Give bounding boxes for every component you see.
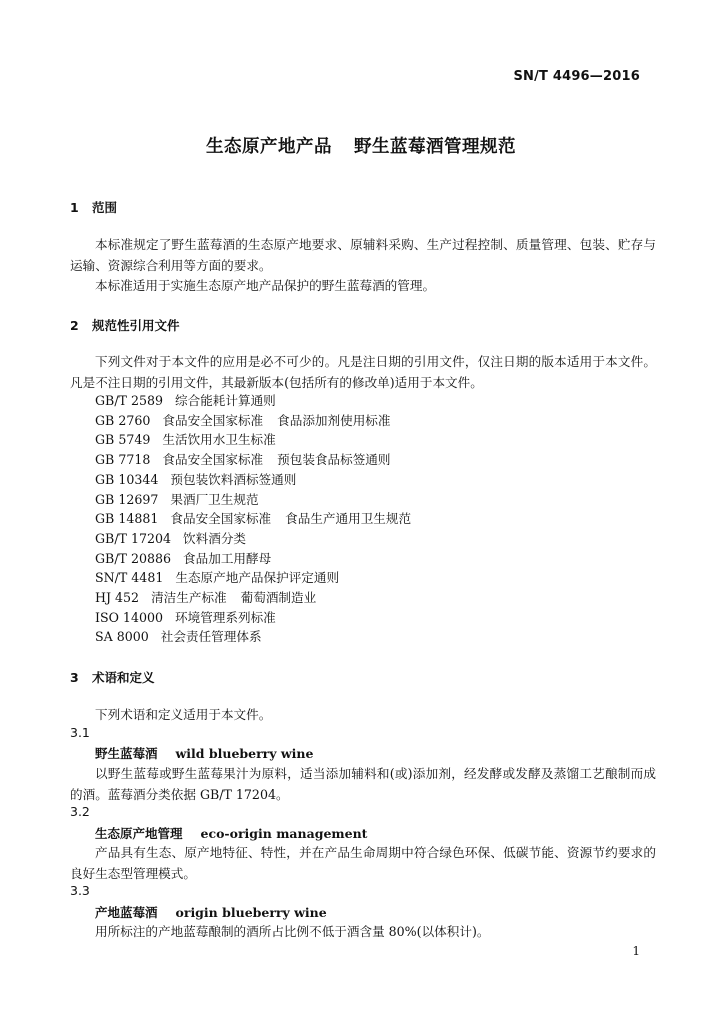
- reference-item: [95, 470, 411, 490]
- reference-title: 食品加工用酵母: [183, 550, 272, 566]
- section-heading: [70, 198, 117, 216]
- paragraph: 下列术语和定义适用于本文件。: [95, 707, 272, 722]
- term-zh: 生态原产地管理: [95, 826, 183, 841]
- reference-code: GB/T 2589: [95, 393, 164, 408]
- page-number: 1: [632, 944, 640, 958]
- term-en: origin blueberry wine: [175, 905, 327, 920]
- reference-title: 生态原产地产品保护评定通则: [175, 570, 340, 586]
- reference-code: SN/T 4481: [95, 570, 164, 586]
- reference-subtitle: 食品生产通用卫生规范: [285, 511, 412, 527]
- reference-item: [95, 529, 411, 549]
- reference-code: GB 12697: [95, 491, 159, 507]
- reference-subtitle: 食品添加剂使用标准: [277, 412, 391, 428]
- section-number: 2: [70, 318, 79, 333]
- reference-item: [95, 430, 411, 450]
- term-zh: 野生蓝莓酒: [95, 746, 158, 761]
- reference-item: [95, 568, 411, 588]
- reference-code: GB 14881: [95, 511, 159, 527]
- reference-title: 饮料酒分类: [183, 530, 246, 546]
- section-heading: [70, 316, 180, 334]
- reference-code: GB/T 17204: [95, 530, 172, 546]
- reference-item: [95, 549, 411, 569]
- reference-item: [95, 627, 411, 647]
- term-number: 3.1: [70, 725, 90, 740]
- reference-title: 清洁生产标准: [151, 590, 227, 606]
- standard-code: SN/T 4496—2016: [513, 69, 640, 84]
- reference-item: [95, 411, 411, 431]
- reference-code: SA 8000: [95, 629, 149, 645]
- section-heading: [70, 668, 155, 686]
- reference-item: [95, 588, 411, 608]
- reference-code: ISO 14000: [95, 609, 163, 625]
- document-title: [0, 133, 722, 158]
- reference-title: 综合能耗计算通则: [175, 393, 276, 408]
- reference-item: [95, 450, 411, 470]
- reference-code: GB 5749: [95, 432, 151, 448]
- term-number: 3.2: [70, 804, 90, 819]
- reference-code: GB/T 20886: [95, 550, 172, 566]
- reference-code: GB 10344: [95, 471, 159, 487]
- section-title: 术语和定义: [92, 670, 155, 685]
- term-definition: 产品具有生态、原产地特征、特性，并在产品生命周期中符合绿色环保、低碳节能、资源节约要求的良好生态型管理模式。: [70, 845, 656, 881]
- section-title: 范围: [92, 200, 118, 215]
- term-number: 3.3: [70, 883, 90, 898]
- reference-title: 社会责任管理体系: [160, 629, 262, 645]
- term-heading: [95, 824, 367, 842]
- term-zh: 产地蓝莓酒: [95, 905, 158, 920]
- paragraph: 本标准适用于实施生态原产地产品保护的野生蓝莓酒的管理。: [95, 278, 436, 293]
- term-en: eco-origin management: [200, 826, 368, 841]
- reference-title: 生活饮用水卫生标准: [162, 432, 276, 448]
- reference-title: 食品安全国家标准: [162, 412, 264, 428]
- section-title: 规范性引用文件: [92, 318, 180, 333]
- title-part-1: 生态原产地产品: [206, 137, 332, 157]
- term-definition: 以野生蓝莓或野生蓝莓果汁为原料，适当添加辅料和(或)添加剂，经发酵或发酵及蒸馏工艺酿制而成的酒。蓝莓酒分类依据 GB/T 17204。: [70, 766, 656, 802]
- title-part-2: 野生蓝莓酒管理规范: [354, 137, 516, 157]
- reference-title: 环境管理系列标准: [175, 609, 276, 625]
- paragraph: 下列文件对于本文件的应用是必不可少的。凡是注日期的引用文件，仅注日期的版本适用于本文件。凡是不注日期的引用文件，其最新版本(包括所有的修改单)适用于本文件。: [70, 354, 656, 390]
- reference-title: 果酒厂卫生规范: [170, 491, 259, 507]
- reference-subtitle: 预包装食品标签通则: [277, 452, 391, 468]
- section-number: 1: [70, 200, 79, 215]
- term-heading: [95, 903, 327, 921]
- term-definition: 用所标注的产地蓝莓酿制的酒所占比例不低于酒含量 80%(以体积计)。: [95, 924, 490, 939]
- reference-code: HJ 452: [95, 590, 140, 606]
- term-en: wild blueberry wine: [175, 746, 314, 761]
- reference-code: GB 7718: [95, 452, 151, 468]
- section-number: 3: [70, 670, 79, 685]
- reference-subtitle: 葡萄酒制造业: [240, 590, 317, 606]
- reference-item: [95, 490, 411, 510]
- reference-title: 预包装饮料酒标签通则: [170, 471, 297, 487]
- reference-code: GB 2760: [95, 412, 151, 428]
- reference-title: 食品安全国家标准: [170, 511, 272, 527]
- paragraph: 本标准规定了野生蓝莓酒的生态原产地要求、原辅料采购、生产过程控制、质量管理、包装、贮存与运输、资源综合利用等方面的要求。: [70, 237, 656, 273]
- reference-item: [95, 509, 411, 529]
- term-heading: [95, 744, 313, 762]
- reference-item: [95, 608, 411, 628]
- reference-item: [95, 391, 411, 411]
- reference-list: [95, 391, 411, 647]
- reference-title: 食品安全国家标准: [162, 452, 264, 468]
